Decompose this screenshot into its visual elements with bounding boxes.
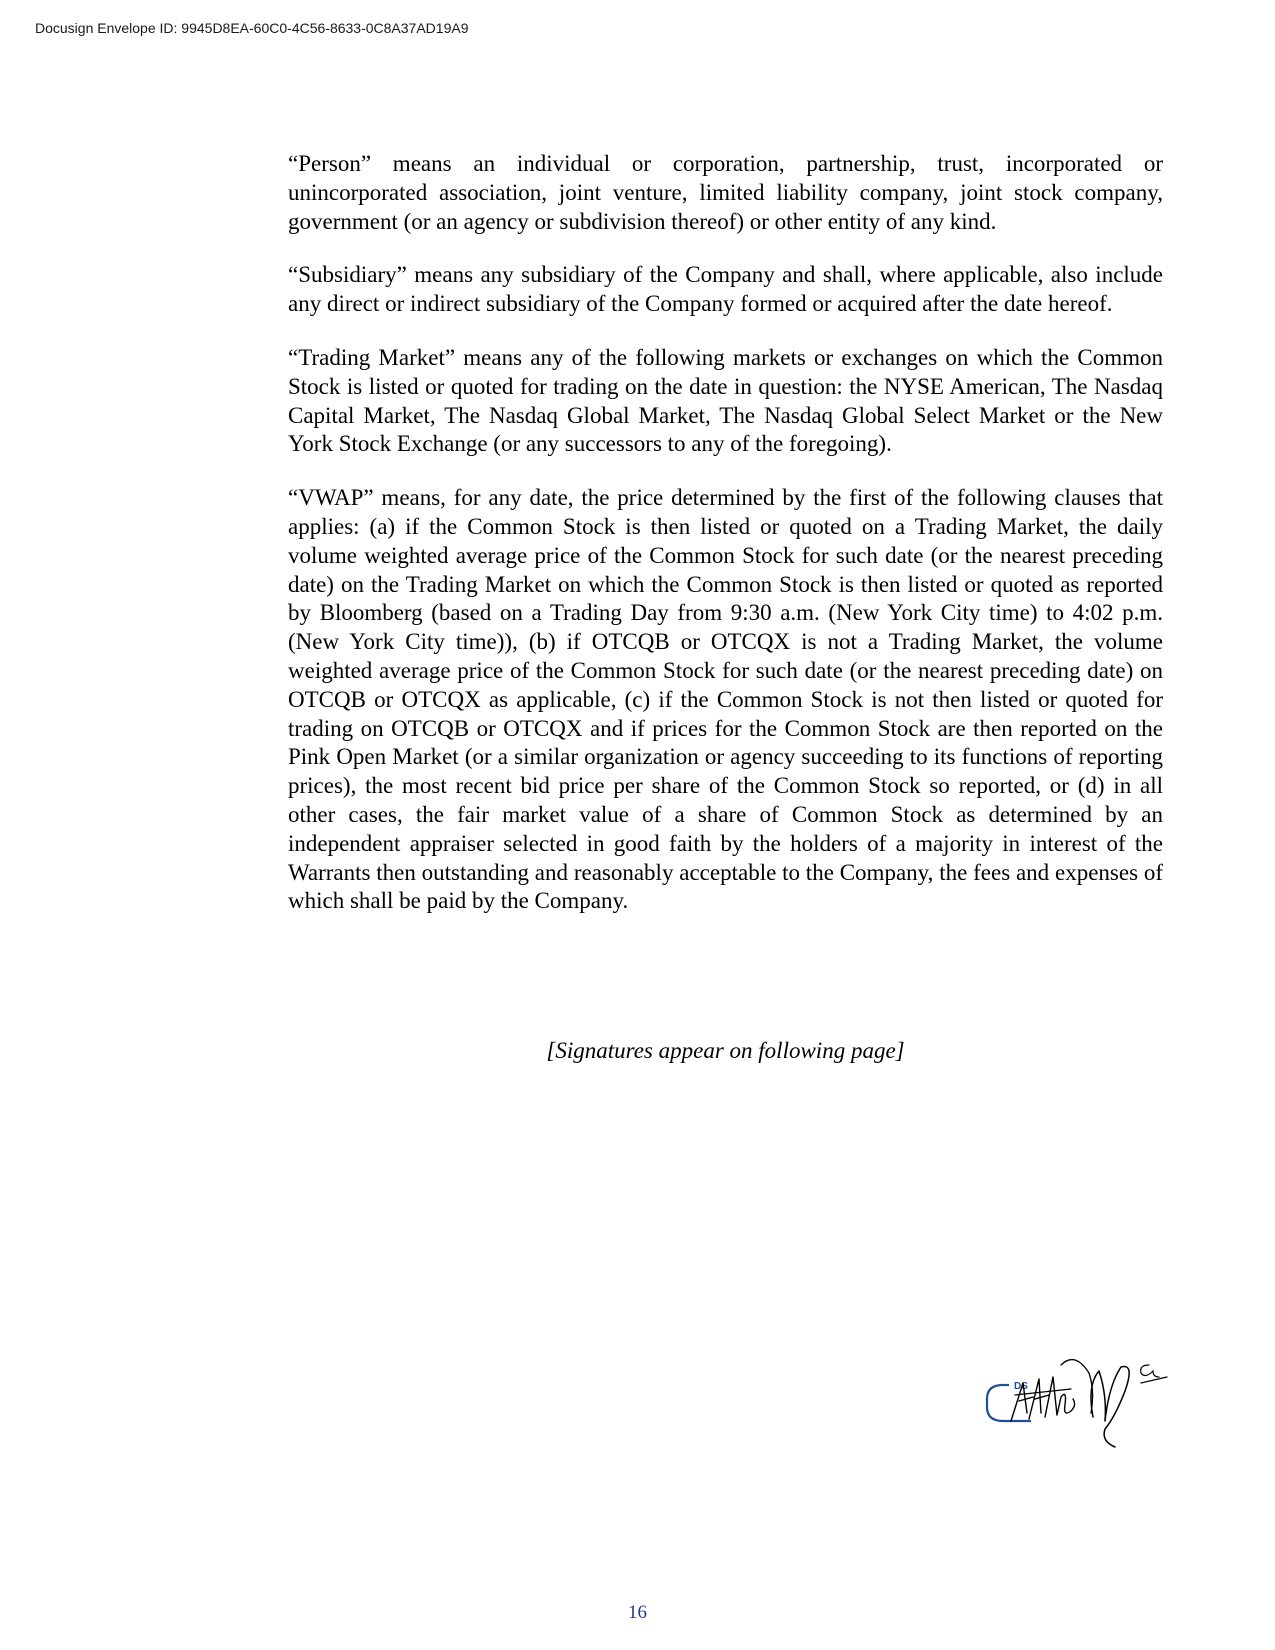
definition-person: “Person” means an individual or corporation, partnership, trust, incorporated or unincorporated association, joint venture, limited liability company, joint stock company, government (or an agency or subdivision thereof) or other entity of any kind. [288,151,1163,234]
definition-trading-market: “Trading Market” means any of the following markets or exchanges on which the Common Stock is listed or quoted for trading on the date in question: the NYSE American, The Nasdaq Capital Market, The Nasdaq Global Market, The Nasdaq Global Select Market or the New York Stock Exchange (or any successors to any of the foregoing). [288,344,1163,457]
document-body [288,150,1163,941]
docusign-envelope-id: Docusign Envelope ID: 9945D8EA-60C0-4C56-8633-0C8A37AD19A9 [35,20,469,36]
page-number: 16 [628,1602,647,1623]
initials-signature-icon [975,1355,1235,1495]
definition-subsidiary: “Subsidiary” means any subsidiary of the Company and shall, where applicable, also include any direct or indirect subsidiary of the Company formed or acquired after the date hereof. [288,262,1163,317]
initials-area [975,1355,1235,1495]
definition-vwap: “VWAP” means, for any date, the price determined by the first of the following clauses that applies: (a) if the Common Stock is then listed or quoted on a Trading Market, the daily volume weighted average price of the Common Stock for such date (or the nearest preceding date) on the Trading Market on which the Common Stock is then listed or quoted as reported by Bloomberg (based on a Trading Day from 9:30 a.m. (New York City time) to 4:02 p.m. (New York City time)), (b) if OTCQB or OTCQX is not a Trading Market, the volume weighted average price of the Common Stock for such date (or the nearest preceding date) on OTCQB or OTCQX as applicable, (c) if the Common Stock is not then listed or quoted for trading on OTCQB or OTCQX and if prices for the Common Stock are then reported on the Pink Open Market (or a similar organization or agency succeeding to its functions of reporting prices), the most recent bid price per share of the Common Stock so reported, or (d) in all other cases, the fair market value of a share of Common Stock as determined by an independent appraiser selected in good faith by the holders of a majority in interest of the Warrants then outstanding and reasonably acceptable to the Company, the fees and expenses of which shall be paid by the Company. [288,485,1163,914]
signatures-note: [Signatures appear on following page] [546,1038,905,1063]
ds-stamp-label: DS [1014,1381,1028,1392]
